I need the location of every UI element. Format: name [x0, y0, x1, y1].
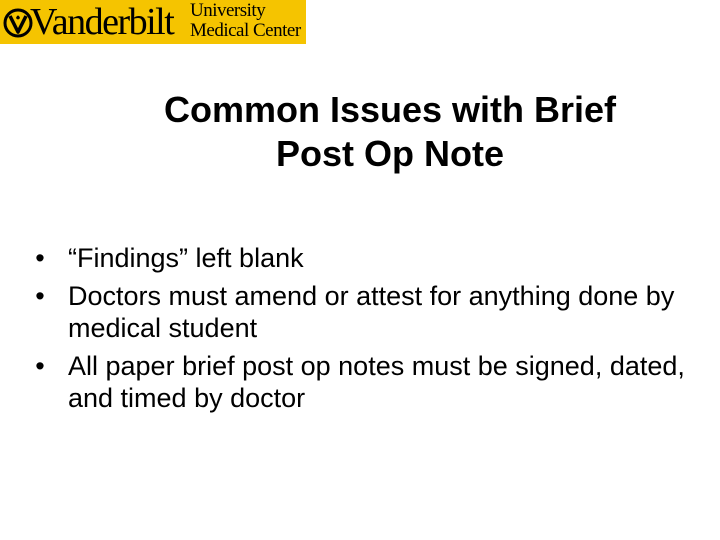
bullet-marker: •	[35, 351, 45, 381]
bullet-text: All paper brief post op notes must be signed, dated, and timed by doctor	[68, 351, 685, 413]
bullet-item	[30, 280, 690, 344]
vanderbilt-logo	[0, 0, 306, 44]
logo-wordmark: Vanderbilt	[30, 1, 174, 43]
bullet-item	[30, 242, 690, 274]
slide-title-line2: Post Op Note	[275, 133, 504, 174]
bullet-item	[30, 350, 690, 414]
bullet-marker: •	[35, 243, 45, 273]
slide-title-line1: Common Issues with Brief	[163, 89, 617, 130]
logo-subtitle	[190, 1, 301, 41]
logo-subtitle-line2: Medical Center	[190, 20, 301, 41]
bullet-text: Doctors must amend or attest for anything done by medical student	[68, 281, 675, 343]
bullet-marker: •	[35, 281, 45, 311]
logo-subtitle-line1: University	[190, 0, 266, 21]
slide-title	[60, 88, 720, 176]
bullet-text: “Findings” left blank	[68, 243, 304, 273]
bullet-list	[30, 242, 690, 420]
